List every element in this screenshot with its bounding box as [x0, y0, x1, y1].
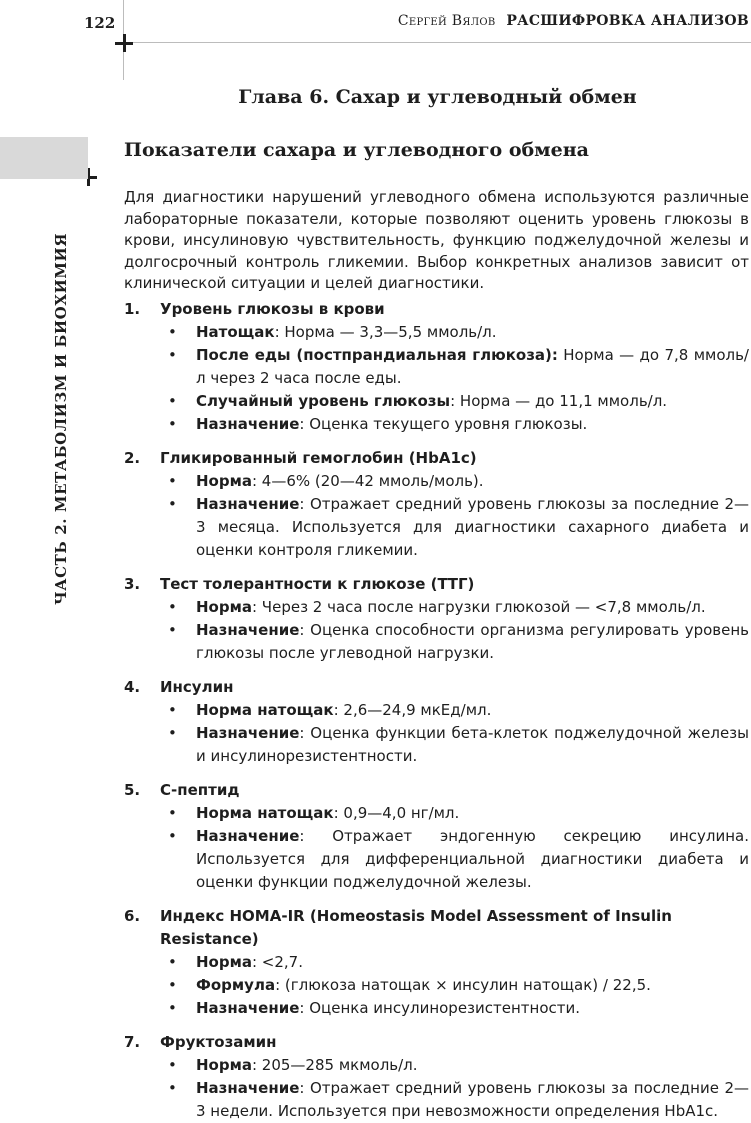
bullet-icon: •	[168, 804, 177, 822]
bullet-item	[160, 997, 749, 1020]
list-item-number: 7.	[124, 1033, 141, 1051]
bullet-term: Натощак	[196, 323, 275, 341]
bullet-item	[160, 802, 749, 825]
bullet-text: : Оценка текущего уровня глюкозы.	[299, 415, 588, 433]
bullet-icon: •	[168, 827, 177, 845]
bullet-icon: •	[168, 999, 177, 1017]
list-item	[124, 573, 749, 665]
list-item-number: 5.	[124, 781, 141, 799]
bullet-term: После еды (постпрандиальная глюкоза):	[196, 346, 558, 364]
list-item-title: С-пептид	[160, 781, 240, 799]
bullet-item	[160, 1054, 749, 1077]
bullet-term: Назначение	[196, 495, 300, 513]
list-item	[124, 779, 749, 894]
bullet-text: : Отражает эндогенную секрецию инсулина. Используется для дифференциальной диагностики диабета и оценки функции поджелудочной железы.	[196, 827, 749, 891]
bullet-item	[160, 1077, 749, 1123]
bullet-text: : 0,9—4,0 нг/мл.	[333, 804, 460, 822]
side-tab	[0, 137, 88, 179]
list-item	[124, 298, 749, 436]
bullet-term: Назначение	[196, 621, 300, 639]
list-item-title: Индекс HOMA-IR (Homeostasis Model Assessment of Insulin Resistance)	[160, 907, 672, 948]
bullet-text: : 2,6—24,9 мкЕд/мл.	[333, 701, 492, 719]
bullet-term: Назначение	[196, 1079, 300, 1097]
bullet-icon: •	[168, 346, 177, 364]
bullet-icon: •	[168, 495, 177, 513]
list-item-title: Инсулин	[160, 678, 234, 696]
indicator-list	[124, 298, 749, 1123]
list-item-number: 3.	[124, 575, 141, 593]
bullet-icon: •	[168, 701, 177, 719]
bullet-text: : Отражает средний уровень глюкозы за последние 2—3 недели. Используется при невозможности определения HbA1c.	[196, 1079, 749, 1120]
bullet-item	[160, 951, 749, 974]
bullet-icon: •	[168, 598, 177, 616]
bullet-term: Случайный уровень глюкозы	[196, 392, 451, 410]
bullet-term: Назначение	[196, 999, 300, 1017]
bullet-item	[160, 470, 749, 493]
bullet-item	[160, 413, 749, 436]
list-item	[124, 676, 749, 768]
bullet-icon: •	[168, 976, 177, 994]
bullet-text: : Оценка функции бета-клеток поджелудочной железы и инсулинорезистентности.	[196, 724, 749, 765]
list-item-title: Гликированный гемоглобин (HbA1c)	[160, 449, 477, 467]
list-item-number: 4.	[124, 678, 141, 696]
bullet-item	[160, 493, 749, 562]
list-item-number: 2.	[124, 449, 141, 467]
list-item	[124, 447, 749, 562]
running-head-author: Сергей Вялов	[397, 13, 496, 29]
list-item	[124, 1031, 749, 1123]
bullet-icon: •	[168, 415, 177, 433]
running-head	[398, 13, 749, 29]
bullet-item	[160, 825, 749, 894]
bullet-icon: •	[168, 1079, 177, 1097]
bullet-text: : 205—285 мкмоль/л.	[251, 1056, 418, 1074]
bullet-item	[160, 344, 749, 390]
bullet-text: : <2,7.	[251, 953, 303, 971]
bullet-term: Норма	[196, 472, 252, 490]
bullet-text: : 4—6% (20—42 ммоль/моль).	[251, 472, 484, 490]
bullet-icon: •	[168, 472, 177, 490]
bullet-term: Назначение	[196, 724, 300, 742]
bullet-term: Норма	[196, 953, 252, 971]
bullet-icon: •	[168, 392, 177, 410]
bullet-text: : Норма — до 11,1 ммоль/л.	[450, 392, 668, 410]
page-number: 122	[84, 14, 116, 32]
list-item-title: Тест толерантности к глюкозе (ТТГ)	[160, 575, 475, 593]
list-item-title: Уровень глюкозы в крови	[160, 300, 385, 318]
bullet-item	[160, 974, 749, 997]
bullet-term: Норма натощак	[196, 701, 334, 719]
bullet-text: : Отражает средний уровень глюкозы за последние 2—3 месяца. Используется для диагностики сахарного диабета и оценки контроля гликемии.	[196, 495, 749, 559]
bullet-term: Формула	[196, 976, 276, 994]
bullet-term: Норма	[196, 1056, 252, 1074]
bullet-term: Норма	[196, 598, 252, 616]
bullet-text: : Норма — 3,3—5,5 ммоль/л.	[274, 323, 497, 341]
bullet-item	[160, 390, 749, 413]
section-title: Показатели сахара и углеводного обмена	[124, 139, 589, 161]
bullet-icon: •	[168, 724, 177, 742]
bullet-text: Норма — до 7,8 ммоль/л через 2 часа после еды.	[196, 346, 749, 387]
bullet-item	[160, 722, 749, 768]
list-item-number: 6.	[124, 907, 141, 925]
bullet-item	[160, 596, 749, 619]
bullet-term: Назначение	[196, 827, 300, 845]
bullet-text: : (глюкоза натощак × инсулин натощак) / 22,5.	[275, 976, 651, 994]
bullet-term: Норма натощак	[196, 804, 334, 822]
bullet-icon: •	[168, 1056, 177, 1074]
bullet-term: Назначение	[196, 415, 300, 433]
bullet-text: : Оценка способности организма регулировать уровень глюкозы после углеводной нагрузки.	[196, 621, 749, 662]
crop-mark-icon	[115, 34, 133, 52]
bullet-icon: •	[168, 621, 177, 639]
list-item-title: Фруктозамин	[160, 1033, 277, 1051]
header-rule	[124, 42, 751, 43]
bullet-text: : Оценка инсулинорезистентности.	[299, 999, 581, 1017]
bullet-item	[160, 619, 749, 665]
list-item-number: 1.	[124, 300, 141, 318]
list-item	[124, 905, 749, 1020]
bullet-item	[160, 321, 749, 344]
running-head-book-title: РАСШИФРОВКА АНАЛИЗОВ	[506, 13, 749, 29]
bullet-icon: •	[168, 953, 177, 971]
part-title-vertical: ЧАСТЬ 2. МЕТАБОЛИЗМ И БИОХИМИЯ	[52, 232, 70, 605]
bullet-icon: •	[168, 323, 177, 341]
bullet-item	[160, 699, 749, 722]
intro-paragraph: Для диагностики нарушений углеводного обмена используются различные лабораторные показатели, которые позволяют оценить уровень глюкозы в крови, инсулиновую чувствительность, функцию поджелудочной железы и долгосрочный контроль гликемии. Выбор конкретных анализов зависит от клинической ситуации и целей диагностики.	[124, 188, 749, 292]
bullet-text: : Через 2 часа после нагрузки глюкозой — <7,8 ммоль/л.	[251, 598, 706, 616]
chapter-title: Глава 6. Сахар и углеводный обмен	[238, 86, 637, 108]
